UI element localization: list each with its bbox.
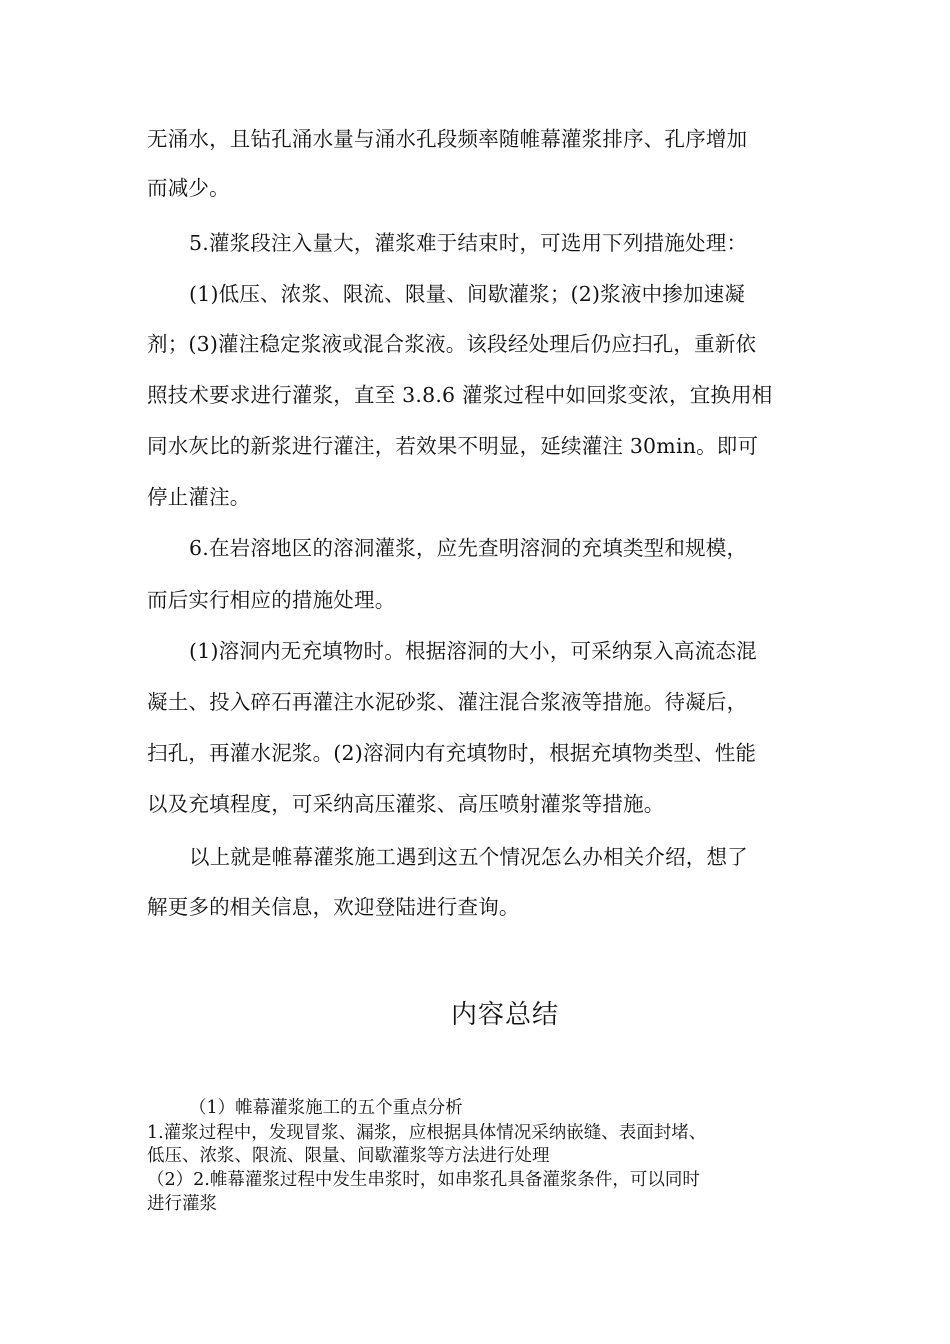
body-line: 无涌水，且钻孔涌水量与涌水孔段频率随帷幕灌浆排序、孔序增加 [147, 127, 748, 151]
summary-line: 进行灌浆 [147, 1194, 217, 1214]
body-line: 扫孔，再灌水泥浆。(2)溶洞内有充填物时，根据充填物类型、性能 [147, 741, 757, 765]
summary-line: 1.灌浆过程中，发现冒浆、漏浆，应根据具体情况采纳嵌缝、表面封堵、 [147, 1123, 707, 1143]
body-line: 而减少。 [147, 176, 230, 200]
summary-title: 内容总结 [450, 1000, 559, 1030]
body-line: 5.灌浆段注入量大，灌浆难于结束时，可选用下列措施处理： [189, 231, 748, 255]
body-line: 照技术要求进行灌浆，直至 3.8.6 灌浆过程中如回浆变浓，宜换用相 [147, 383, 773, 407]
body-line: 以及充填程度，可采纳高压灌浆、高压喷射灌浆等措施。 [147, 792, 665, 816]
body-line: 解更多的相关信息，欢迎登陆进行查询。 [147, 895, 520, 919]
body-line: (1)溶洞内无充填物时。根据溶洞的大小，可采纳泵入高流态混 [189, 639, 757, 663]
body-line: 6.在岩溶地区的溶洞灌浆，应先查明溶洞的充填类型和规模， [189, 536, 748, 560]
body-line: 同水灰比的新浆进行灌注，若效果不明显，延续灌注 30min。即可 [147, 434, 759, 458]
body-line: 剂；(3)灌注稳定浆液或混合浆液。该段经处理后仍应扫孔，重新依 [147, 332, 757, 356]
summary-line: 低压、浓浆、限流、限量、间歇灌浆等方法进行处理 [147, 1146, 550, 1166]
body-line: 而后实行相应的措施处理。 [147, 588, 396, 612]
summary-line: （2）2.帷幕灌浆过程中发生串浆时，如串浆孔具备灌浆条件，可以同时 [147, 1170, 700, 1190]
body-line: 凝土、投入碎石再灌注水泥砂浆、灌注混合浆液等措施。待凝后， [147, 690, 748, 714]
body-line: (1)低压、浓浆、限流、限量、间歇灌浆；(2)浆液中掺加速凝 [189, 282, 746, 306]
body-line: 停止灌注。 [147, 485, 251, 509]
summary-line: （1）帷幕灌浆施工的五个重点分析 [189, 1098, 463, 1118]
body-line: 以上就是帷幕灌浆施工遇到这五个情况怎么办相关介绍，想了 [189, 845, 748, 869]
